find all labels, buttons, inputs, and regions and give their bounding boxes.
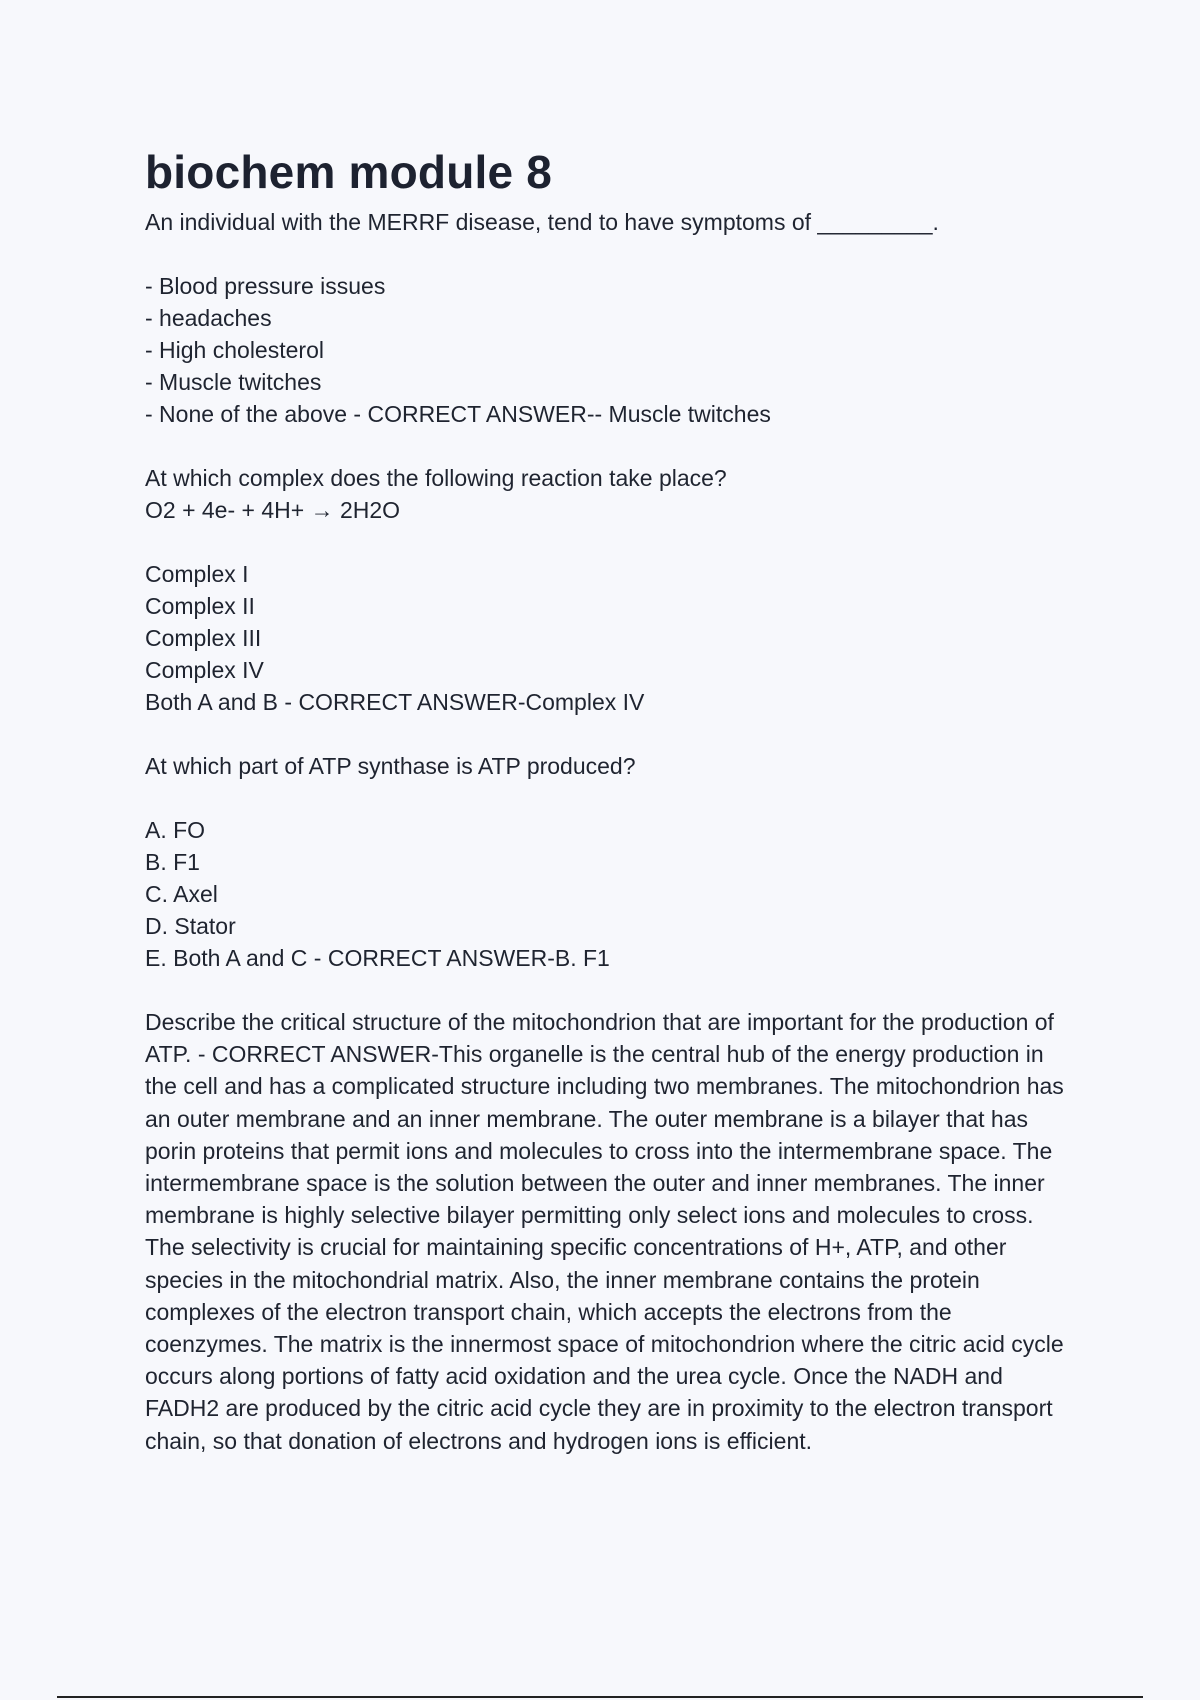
answer-option: D. Stator [145, 913, 236, 939]
question-3 [145, 750, 1075, 974]
answer-option: B. F1 [145, 849, 200, 875]
spacer [145, 974, 1075, 1006]
answer-option: - headaches [145, 305, 272, 331]
answer-option-correct: - None of the above - CORRECT ANSWER-- Muscle twitches [145, 401, 771, 427]
spacer [145, 430, 1075, 462]
spacer [145, 718, 1075, 750]
essay-question-answer: Describe the critical structure of the mitochondrion that are important for the production of ATP. - CORRECT ANSWER-This organelle is the central hub of the energy production in the cell and has a complicated structure including two membranes. The mitochondrion has an outer membrane and an inner membrane. The outer membrane is a bilayer that has porin proteins that permit ions and molecules to cross into the intermembrane space. The intermembrane space is the solution between the outer and inner membranes. The inner membrane is highly selective bilayer permitting only select ions and molecules to cross. The selectivity is crucial for maintaining specific concentrations of H+, ATP, and other species in the mitochondrial matrix. Also, the inner membrane contains the protein complexes of the electron transport chain, which accepts the electrons from the coenzymes. The matrix is the innermost space of mitochondrion where the citric acid cycle occurs along portions of fatty acid oxidation and the urea cycle. Once the NADH and FADH2 are produced by the citric acid cycle they are in proximity to the electron transport chain, so that donation of electrons and hydrogen ions is efficient. [145, 1009, 1064, 1454]
answer-option: C. Axel [145, 881, 218, 907]
answer-option: - High cholesterol [145, 337, 324, 363]
page-bottom-rule [57, 1696, 1143, 1698]
answer-option: Complex II [145, 593, 255, 619]
question-prompt: At which part of ATP synthase is ATP produced? [145, 753, 636, 779]
reaction-equation: O2 + 4e- + 4H+ → 2H2O [145, 497, 401, 523]
question-1 [145, 206, 1075, 430]
question-2 [145, 462, 1075, 718]
spacer [145, 238, 1075, 270]
document-content [145, 144, 1075, 1457]
answer-option: - Muscle twitches [145, 369, 322, 395]
answer-option: - Blood pressure issues [145, 273, 386, 299]
answer-option: A. FO [145, 817, 206, 843]
answer-option-correct: Both A and B - CORRECT ANSWER-Complex IV [145, 689, 645, 715]
question-prompt: At which complex does the following reaction take place? [145, 465, 727, 491]
question-prompt: An individual with the MERRF disease, tend to have symptoms of _________. [145, 209, 939, 235]
spacer [145, 526, 1075, 558]
answer-option: Complex I [145, 561, 249, 587]
spacer [145, 782, 1075, 814]
answer-option: Complex III [145, 625, 262, 651]
answer-option: Complex IV [145, 657, 264, 683]
document-title: biochem module 8 [145, 146, 553, 198]
answer-option-correct: E. Both A and C - CORRECT ANSWER-B. F1 [145, 945, 610, 971]
